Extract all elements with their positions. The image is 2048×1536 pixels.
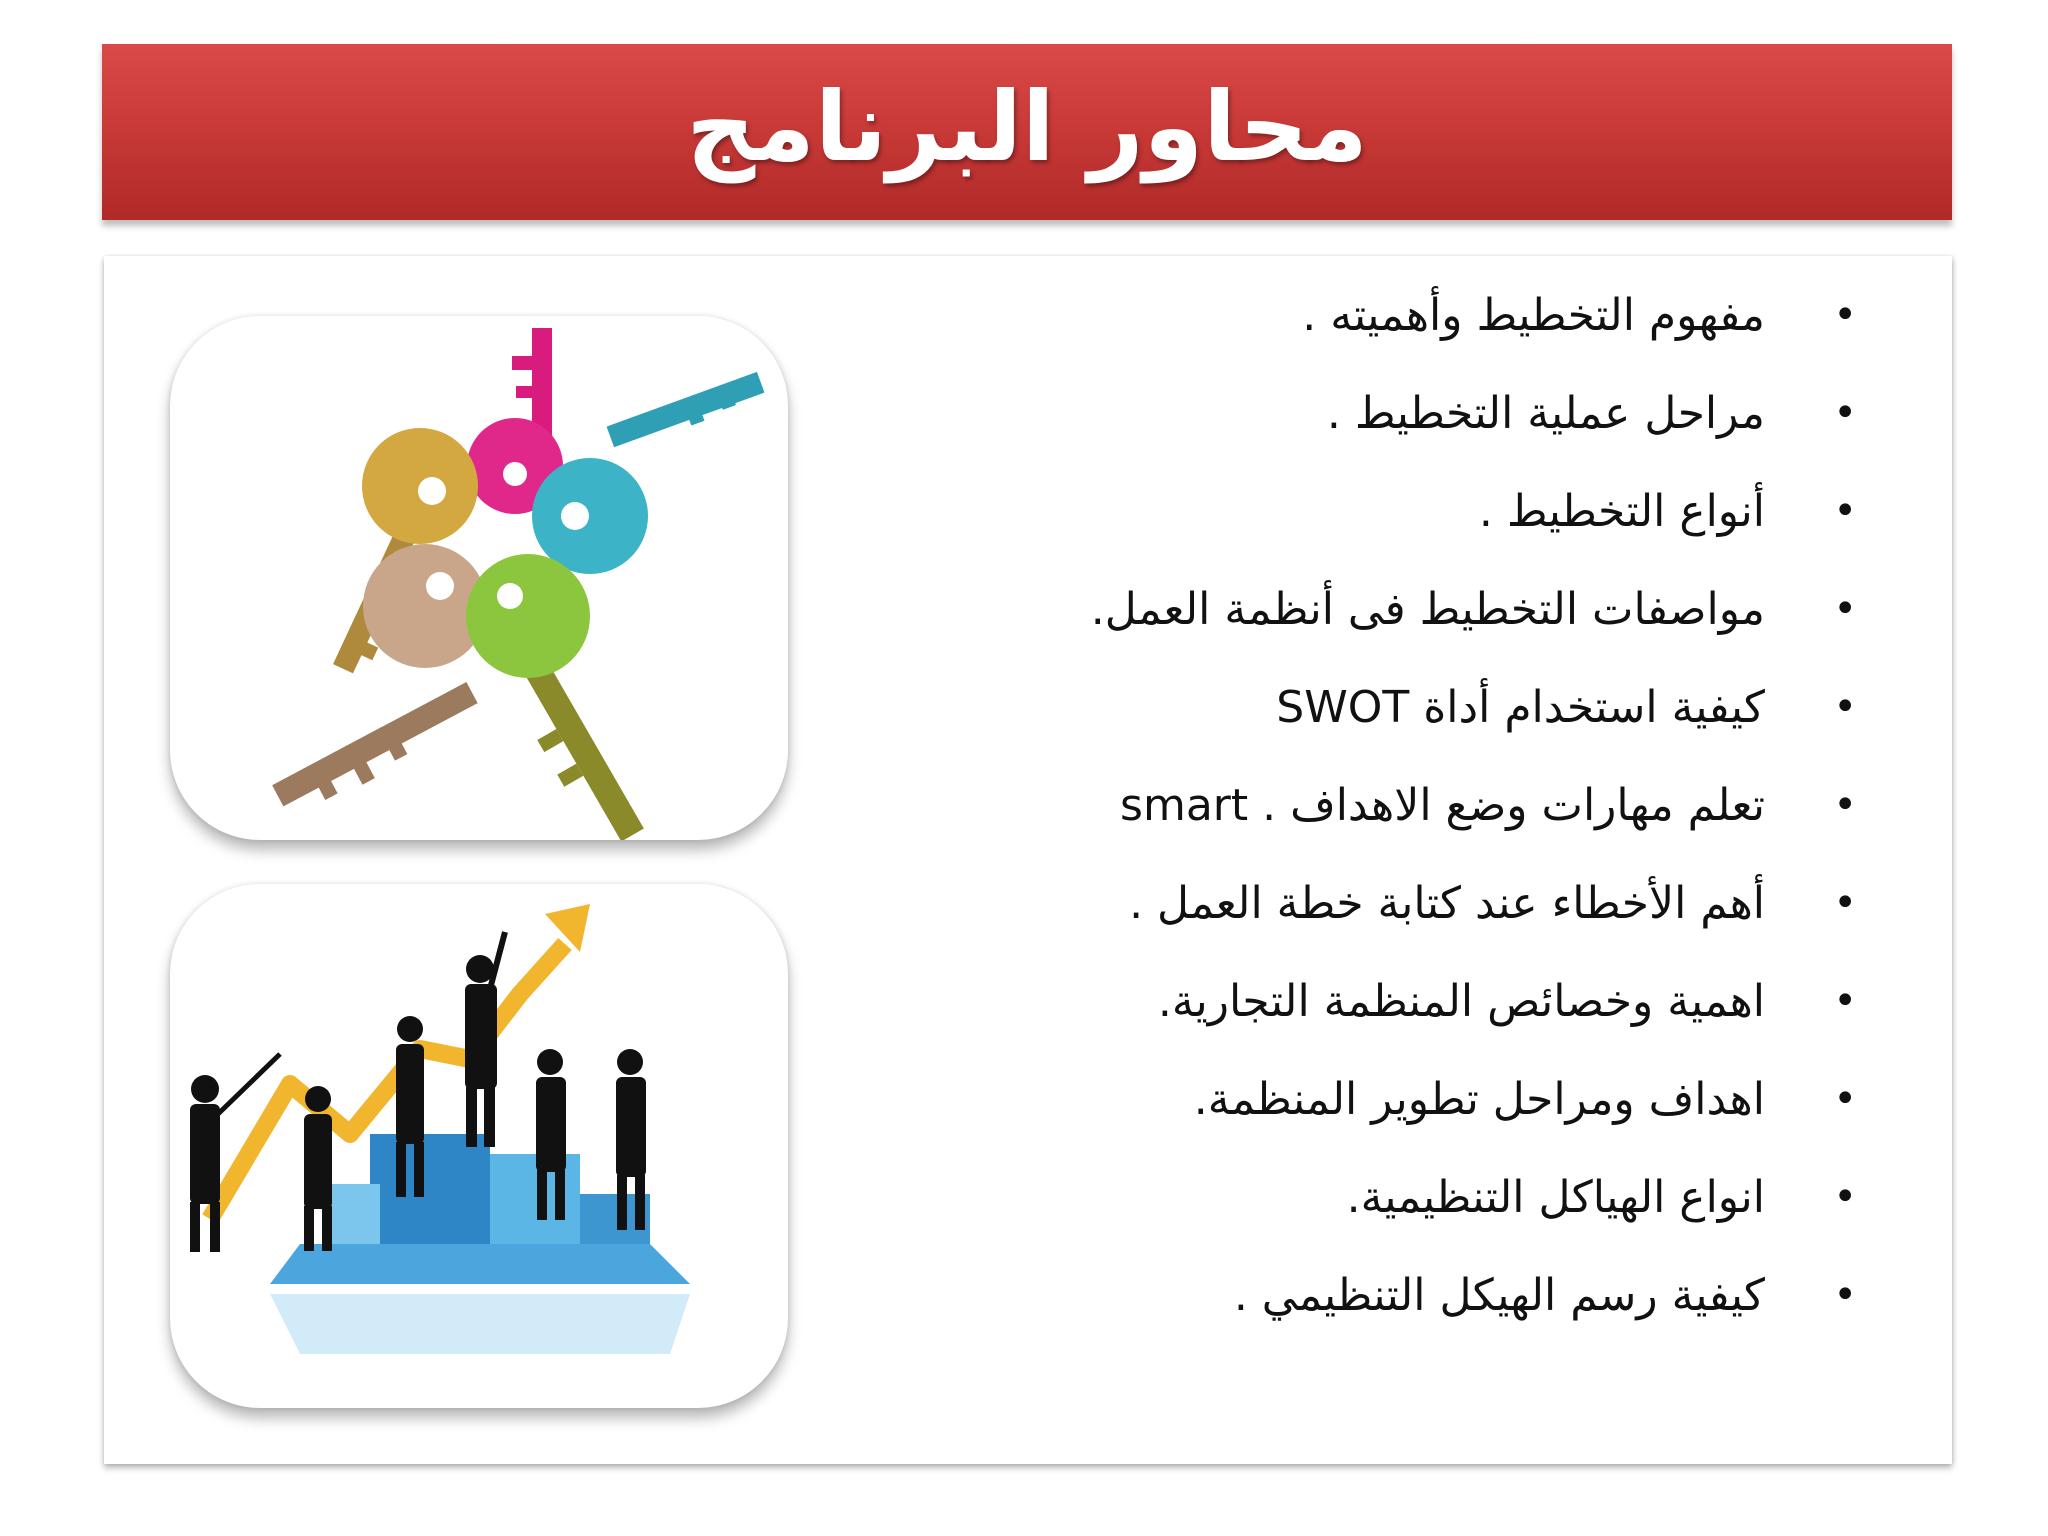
bullet-text: مواصفات التخطيط فى أنظمة العمل. bbox=[1090, 583, 1765, 635]
teal-key-icon bbox=[532, 372, 764, 574]
bullet-text: أنواع التخطيط . bbox=[1478, 485, 1765, 537]
bullet-icon: • bbox=[1833, 782, 1857, 828]
list-item bbox=[857, 854, 1857, 952]
bullet-text: اهداف ومراحل تطوير المنظمة. bbox=[1193, 1073, 1765, 1125]
bullet-text: كيفية استخدام أداة SWOT bbox=[1276, 681, 1765, 733]
business-growth-image bbox=[170, 884, 788, 1408]
list-item bbox=[857, 1050, 1857, 1148]
keys-illustration bbox=[170, 316, 788, 840]
bullet-icon: • bbox=[1833, 1174, 1857, 1220]
green-key-icon bbox=[466, 554, 644, 840]
list-item bbox=[857, 364, 1857, 462]
bullet-text: مفهوم التخطيط وأهميته . bbox=[1302, 289, 1765, 341]
bullet-icon: • bbox=[1833, 488, 1857, 534]
bullet-icon: • bbox=[1833, 684, 1857, 730]
list-item bbox=[857, 658, 1857, 756]
list-item bbox=[857, 1148, 1857, 1246]
bullet-list bbox=[857, 266, 1857, 1344]
bullet-icon: • bbox=[1833, 586, 1857, 632]
bullet-text: أهم الأخطاء عند كتابة خطة العمل . bbox=[1129, 877, 1765, 929]
list-item bbox=[857, 756, 1857, 854]
bullet-text: مراحل عملية التخطيط . bbox=[1326, 387, 1765, 439]
list-item bbox=[857, 266, 1857, 364]
content-panel bbox=[104, 256, 1952, 1464]
bullet-text: تعلم مهارات وضع الاهداف . smart bbox=[1120, 779, 1765, 831]
list-item bbox=[857, 560, 1857, 658]
bullet-text: كيفية رسم الهيكل التنظيمي . bbox=[1233, 1269, 1765, 1321]
bullet-icon: • bbox=[1833, 880, 1857, 926]
title-bar bbox=[102, 44, 1952, 220]
silver-key-icon bbox=[272, 544, 487, 806]
bullet-icon: • bbox=[1833, 292, 1857, 338]
keys-image bbox=[170, 316, 788, 840]
slide-title: محاور البرنامج bbox=[686, 71, 1368, 183]
list-item bbox=[857, 462, 1857, 560]
bullet-text: انواع الهياكل التنظيمية. bbox=[1346, 1171, 1765, 1223]
bullet-icon: • bbox=[1833, 1272, 1857, 1318]
business-growth-illustration bbox=[170, 884, 788, 1408]
list-item bbox=[857, 1246, 1857, 1344]
bullet-text: اهمية وخصائص المنظمة التجارية. bbox=[1157, 975, 1765, 1027]
bullet-icon: • bbox=[1833, 1076, 1857, 1122]
bullet-icon: • bbox=[1833, 390, 1857, 436]
list-item bbox=[857, 952, 1857, 1050]
bullet-icon: • bbox=[1833, 978, 1857, 1024]
